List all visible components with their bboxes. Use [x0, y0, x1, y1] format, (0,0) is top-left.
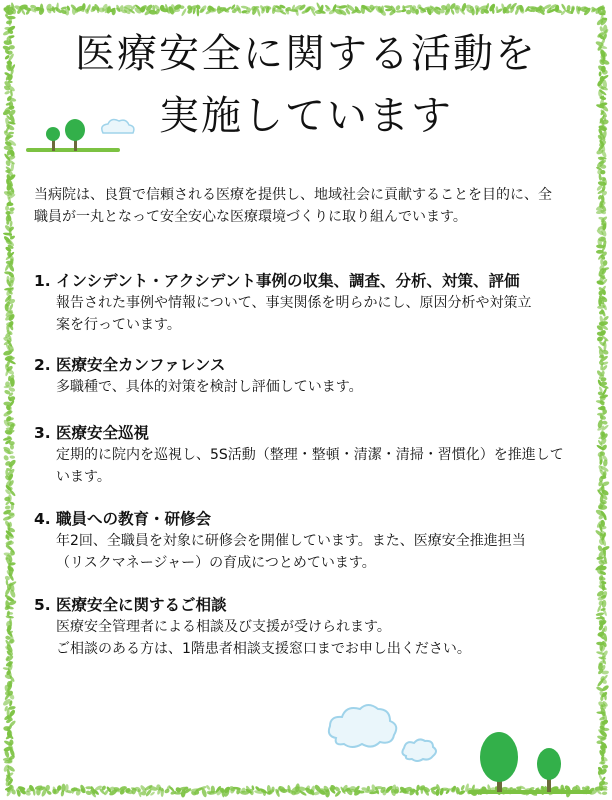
- section-title: インシデント・アクシデント事例の収集、調査、分析、対策、評価: [56, 272, 520, 290]
- section-number: 3.: [34, 424, 51, 442]
- section-body-line: 案を行っています。: [56, 317, 181, 333]
- section-number: 2.: [34, 356, 51, 374]
- section-body: [34, 530, 582, 574]
- section-safety-conference: [34, 354, 582, 398]
- page-title-line-2: 実施しています: [159, 93, 453, 139]
- section-body-line: 医療安全管理者による相談及び支援が受けられます。: [56, 619, 391, 635]
- section-body: [34, 292, 582, 336]
- section-title: 医療安全巡視: [56, 424, 150, 442]
- section-body-line: 定期的に院内を巡視し、5S活動（整理・整頓・清潔・清掃・習慣化）を推進して: [56, 447, 564, 463]
- section-body: [34, 616, 582, 660]
- section-body-line: ご相談のある方は、1階患者相談支援窓口までお申し出ください。: [56, 641, 471, 657]
- section-body: [34, 376, 582, 398]
- section-title: 医療安全カンファレンス: [56, 356, 226, 374]
- intro-line-2: 職員が一丸となって安全安心な医療環境づくりに取り組んでいます。: [34, 209, 467, 225]
- section-title: 職員への教育・研修会: [56, 510, 212, 528]
- section-body-line: 年2回、全職員を対象に研修会を開催しています。また、医療安全推進担当: [56, 533, 526, 549]
- page-title-line-1: 医療安全に関する活動を: [75, 31, 537, 77]
- intro-paragraph: [34, 184, 582, 228]
- section-heading: [34, 270, 582, 292]
- section-title: 医療安全に関するご相談: [56, 596, 227, 614]
- section-heading: [34, 594, 582, 616]
- section-body-line: います。: [56, 469, 111, 485]
- section-number: 5.: [34, 596, 51, 614]
- intro-line-1: 当病院は、良質で信頼される医療を提供し、地域社会に貢献することを目的に、全: [34, 187, 552, 203]
- section-staff-training: [34, 508, 582, 574]
- section-number: 4.: [34, 510, 51, 528]
- section-heading: [34, 508, 582, 530]
- section-heading: [34, 422, 582, 444]
- section-number: 1.: [34, 272, 51, 290]
- section-body-line: （リスクマネージャー）の育成につとめています。: [56, 555, 376, 571]
- section-safety-patrol: [34, 422, 582, 488]
- section-body-line: 報告された事例や情報について、事実関係を明らかにし、原因分析や対策立: [56, 295, 532, 311]
- section-body-line: 多職種で、具体的対策を検討し評価しています。: [56, 379, 363, 395]
- section-consultation: [34, 594, 582, 660]
- clouds-bottom-right-icon: [329, 705, 436, 761]
- section-incident-analysis: [34, 270, 582, 336]
- section-heading: [34, 354, 582, 376]
- section-body: [34, 444, 582, 488]
- trees-bottom-right-icon: [470, 732, 590, 792]
